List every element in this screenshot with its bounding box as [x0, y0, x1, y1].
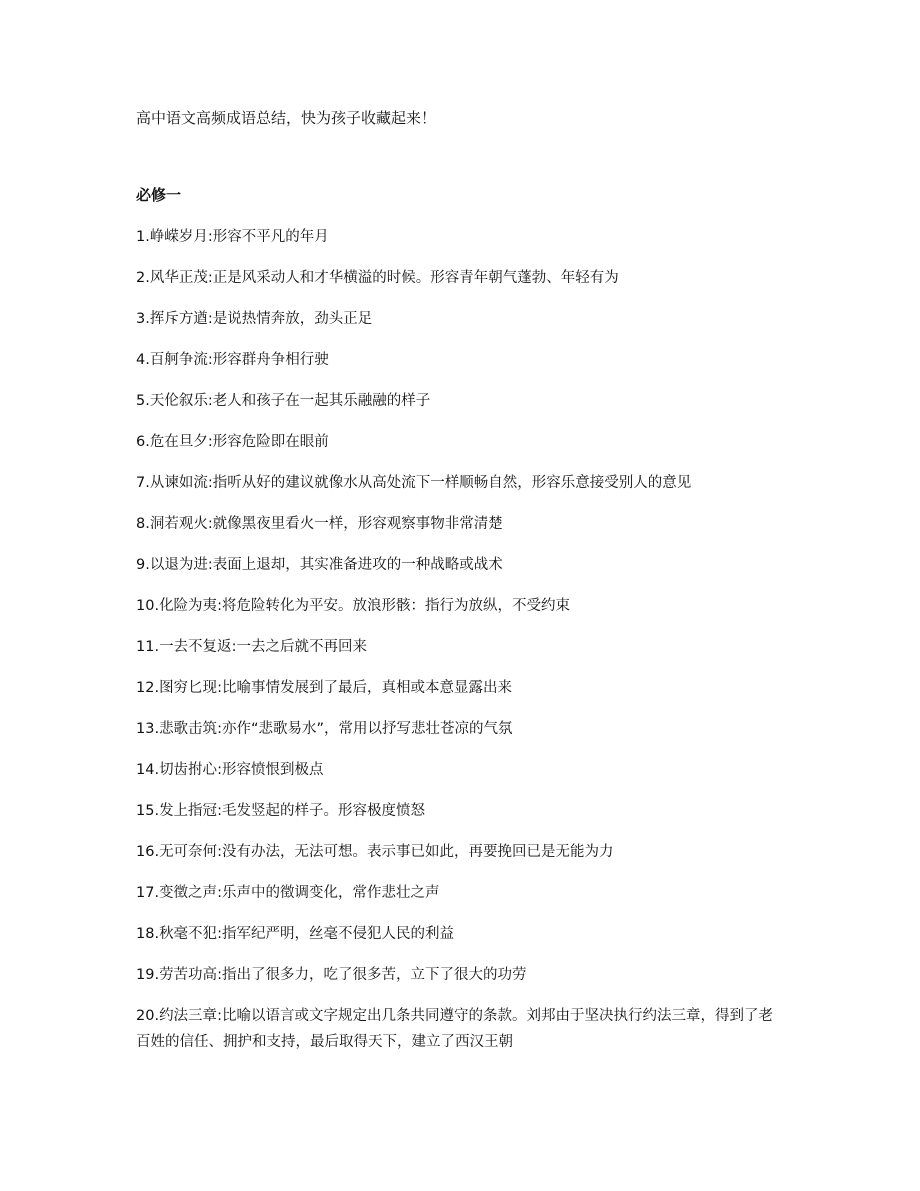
- idiom-entry: [136, 841, 786, 863]
- idiom-term: 以退为进: [149, 557, 208, 573]
- idiom-definition: 正是风采动人和才华横溢的时候。形容青年朝气蓬勃、年轻有为: [212, 270, 619, 286]
- entry-number: 18.: [136, 926, 160, 942]
- idiom-entry: [136, 595, 786, 617]
- idiom-entry: [136, 472, 786, 494]
- idiom-term: 百舸争流: [149, 352, 208, 368]
- entry-number: 17.: [136, 885, 160, 901]
- entry-number: 15.: [136, 803, 160, 819]
- idiom-term: 变徵之声: [159, 885, 218, 901]
- idiom-definition: 指出了很多力，吃了很多苦，立下了很大的功劳: [221, 967, 527, 983]
- idiom-term: 劳苦功高: [159, 967, 218, 983]
- entry-separator: :: [207, 475, 213, 491]
- idiom-term: 发上指冠: [159, 803, 218, 819]
- idiom-term: 秋毫不犯: [159, 926, 218, 942]
- entry-number: 2.: [136, 270, 150, 286]
- idiom-term: 化险为夷: [159, 598, 218, 614]
- entry-separator: :: [217, 844, 222, 860]
- idiom-entry: [136, 964, 786, 986]
- idiom-term: 风华正茂: [149, 270, 208, 286]
- idiom-term: 一去不复返: [159, 639, 232, 655]
- idiom-definition: 形容群舟争相行驶: [212, 352, 329, 368]
- entry-number: 19.: [136, 967, 160, 983]
- entry-number: 20.: [136, 1008, 160, 1024]
- idiom-definition: 一去之后就不再回来: [236, 639, 367, 655]
- entry-number: 14.: [136, 762, 160, 778]
- idiom-term: 从谏如流: [149, 475, 208, 491]
- idiom-entry: [136, 677, 786, 699]
- entry-number: 10.: [136, 598, 160, 614]
- idiom-entry: [136, 636, 786, 658]
- entry-number: 12.: [136, 680, 160, 696]
- idiom-definition: 将危险转化为平安。放浪形骸：指行为放纵，不受约束: [221, 598, 570, 614]
- idiom-entry: [136, 759, 786, 781]
- idiom-term: 洞若观火: [149, 516, 208, 532]
- entry-separator: :: [207, 311, 213, 327]
- idiom-definition: 形容愤恨到极点: [221, 762, 324, 778]
- idiom-entry: [136, 513, 786, 535]
- idiom-definition: 比喻事情发展到了最后，真相或本意显露出来: [221, 680, 512, 696]
- idiom-definition: 比喻以语言或文字规定出几条共同遵守的条款。刘邦由于坚决执行约法三章，得到了老百姓的信任、拥护和支持，最后取得天下，建立了西汉王朝: [136, 1008, 773, 1050]
- idiom-entry: [136, 308, 786, 330]
- entry-number: 13.: [136, 721, 160, 737]
- entry-separator: :: [217, 721, 222, 737]
- idiom-term: 天伦叙乐: [149, 393, 208, 409]
- entry-separator: :: [217, 598, 222, 614]
- idiom-definition: 表面上退却，其实准备进攻的一种战略或战术: [212, 557, 503, 573]
- section-heading: 必修一: [136, 186, 182, 204]
- entry-number: 7.: [136, 475, 150, 491]
- idiom-definition: 指军纪严明，丝毫不侵犯人民的利益: [221, 926, 454, 942]
- idiom-term: 切齿拊心: [159, 762, 218, 778]
- idiom-definition: 指听从好的建议就像水从高处流下一样顺畅自然，形容乐意接受别人的意见: [212, 475, 692, 491]
- entry-number: 1.: [136, 229, 150, 245]
- entry-number: 5.: [136, 393, 150, 409]
- entry-number: 3.: [136, 311, 150, 327]
- idiom-entry: [136, 1003, 786, 1055]
- idiom-entry: [136, 267, 786, 289]
- idiom-definition: 亦作“悲歌易水”，常用以抒写悲壮苍凉的气氛: [221, 721, 513, 737]
- entry-separator: :: [207, 352, 213, 368]
- idiom-term: 图穷匕现: [159, 680, 218, 696]
- idiom-term: 无可奈何: [159, 844, 218, 860]
- entry-separator: :: [207, 516, 213, 532]
- idiom-definition: 是说热情奔放，劲头正足: [212, 311, 373, 327]
- idiom-term: 危在旦夕: [149, 434, 208, 450]
- idiom-entry: [136, 718, 786, 740]
- entry-separator: :: [207, 229, 213, 245]
- entry-separator: :: [207, 434, 213, 450]
- idiom-entry: [136, 554, 786, 576]
- entry-separator: :: [207, 557, 213, 573]
- idiom-entry: [136, 226, 786, 248]
- idiom-entry: [136, 882, 786, 904]
- entry-separator: :: [217, 967, 222, 983]
- idiom-definition: 形容危险即在眼前: [212, 434, 329, 450]
- idiom-entry: [136, 800, 786, 822]
- entry-number: 4.: [136, 352, 150, 368]
- entry-separator: :: [217, 680, 222, 696]
- idiom-entry: [136, 390, 786, 412]
- idiom-definition: 没有办法，无法可想。表示事已如此，再要挽回已是无能为力: [221, 844, 614, 860]
- idiom-definition: 形容不平凡的年月: [212, 229, 329, 245]
- idiom-list: [136, 226, 786, 1074]
- entry-separator: :: [231, 639, 237, 655]
- idiom-entry: [136, 349, 786, 371]
- entry-number: 9.: [136, 557, 150, 573]
- idiom-term: 挥斥方遒: [149, 311, 208, 327]
- idiom-definition: 乐声中的徵调变化，常作悲壮之声: [221, 885, 440, 901]
- entry-number: 6.: [136, 434, 150, 450]
- idiom-entry: [136, 923, 786, 945]
- entry-number: 8.: [136, 516, 150, 532]
- idiom-entry: [136, 431, 786, 453]
- idiom-definition: 毛发竖起的样子。形容极度愤怒: [221, 803, 425, 819]
- entry-number: 11.: [136, 639, 160, 655]
- document-title: 高中语文高频成语总结，快为孩子收藏起来！: [136, 109, 437, 127]
- idiom-definition: 就像黑夜里看火一样，形容观察事物非常清楚: [212, 516, 503, 532]
- idiom-definition: 老人和孩子在一起其乐融融的样子: [212, 393, 431, 409]
- idiom-term: 约法三章: [159, 1008, 218, 1024]
- entry-separator: :: [217, 762, 222, 778]
- entry-number: 16.: [136, 844, 160, 860]
- entry-separator: :: [207, 270, 213, 286]
- idiom-term: 悲歌击筑: [159, 721, 218, 737]
- entry-separator: :: [217, 926, 222, 942]
- entry-separator: :: [217, 885, 222, 901]
- entry-separator: :: [217, 803, 222, 819]
- entry-separator: :: [217, 1008, 222, 1024]
- entry-separator: :: [207, 393, 213, 409]
- idiom-term: 峥嵘岁月: [149, 229, 208, 245]
